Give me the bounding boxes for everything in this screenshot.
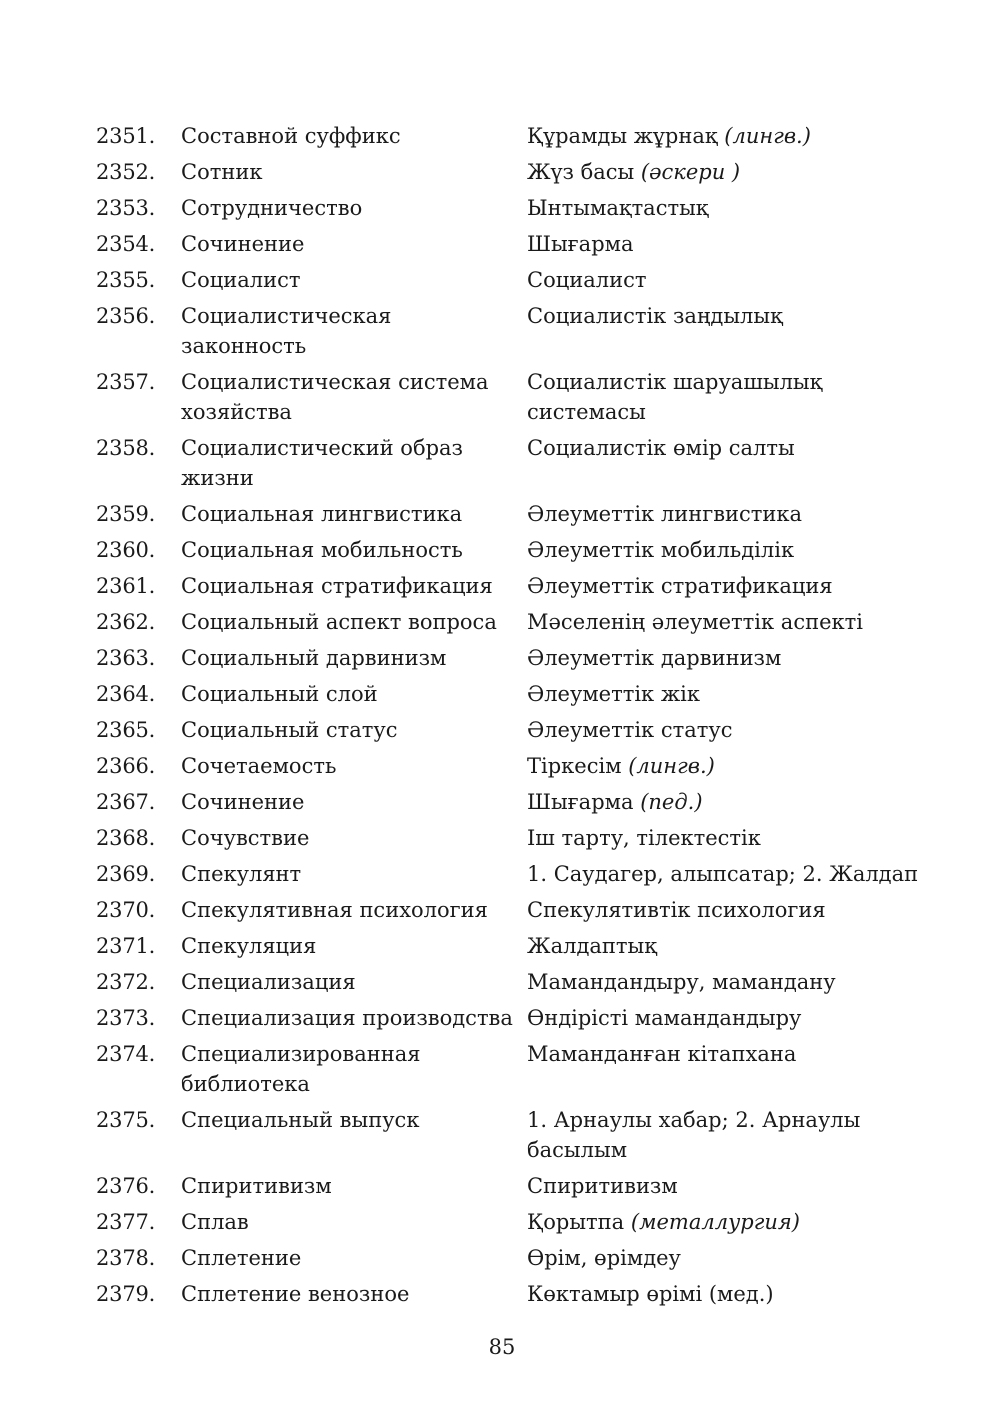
kazakh-translation: [527, 1243, 926, 1273]
kazakh-term: 1. Саудагер, алыпсатар; 2. Жалдап: [527, 862, 919, 886]
kazakh-translation: [527, 751, 926, 781]
entry-number: 2375.: [96, 1108, 156, 1132]
glossary-entry: [96, 229, 926, 259]
kazakh-term: Социалистік өмір салты: [527, 436, 795, 460]
russian-term: Социалистическая система хозяйства: [181, 370, 489, 424]
kazakh-translation: [527, 571, 926, 601]
glossary-entry: [96, 121, 926, 151]
russian-term: Спекуляция: [181, 934, 317, 958]
russian-term: Социальный слой: [181, 682, 378, 706]
entry-number: 2361.: [96, 574, 156, 598]
russian-term: Спекулятивная психология: [181, 898, 488, 922]
russian-term: Сочинение: [181, 232, 305, 256]
glossary-entry: [96, 679, 926, 709]
russian-term: Составной суффикс: [181, 124, 401, 148]
russian-term: Социальный статус: [181, 718, 398, 742]
entry-number: 2377.: [96, 1210, 156, 1234]
entry-number: 2362.: [96, 610, 156, 634]
entry-number: 2369.: [96, 862, 156, 886]
russian-term: Социалистическая законность: [181, 304, 392, 358]
kazakh-term: Жалдаптық: [527, 934, 657, 958]
kazakh-term: Өрім, өрімдеу: [527, 1246, 681, 1270]
glossary-entry: [96, 931, 926, 961]
kazakh-term: Спекулятивтік психология: [527, 898, 826, 922]
entry-number: 2376.: [96, 1174, 156, 1198]
entry-number: 2354.: [96, 232, 156, 256]
russian-term: Сплетение: [181, 1246, 302, 1270]
glossary-entry: [96, 1039, 926, 1099]
russian-term: Специализация производства: [181, 1006, 513, 1030]
glossary-entry: [96, 1105, 926, 1165]
kazakh-translation: [527, 679, 926, 709]
glossary-entry: [96, 1003, 926, 1033]
kazakh-term: Мамандандыру, мамандану: [527, 970, 836, 994]
kazakh-translation: [527, 1039, 926, 1069]
russian-term: Социалист: [181, 268, 301, 292]
glossary-entry: [96, 433, 926, 493]
entry-number: 2356.: [96, 304, 156, 328]
glossary-entry: [96, 967, 926, 997]
entry-number: 2360.: [96, 538, 156, 562]
glossary-entry: [96, 265, 926, 295]
russian-term: Социальный аспект вопроса: [181, 610, 497, 634]
domain-note: (лингв.): [724, 124, 811, 148]
russian-term: Сотрудничество: [181, 196, 363, 220]
russian-term: Спиритивизм: [181, 1174, 332, 1198]
glossary-entry: [96, 1279, 926, 1309]
kazakh-term: Әлеуметтік статус: [527, 718, 733, 742]
glossary-entry: [96, 301, 926, 361]
entry-number: 2370.: [96, 898, 156, 922]
entry-number: 2364.: [96, 682, 156, 706]
entry-number: 2351.: [96, 124, 156, 148]
kazakh-translation: [527, 859, 926, 889]
entry-number: 2358.: [96, 436, 156, 460]
glossary-entry: [96, 607, 926, 637]
kazakh-term: Спиритивизм: [527, 1174, 678, 1198]
kazakh-translation: [527, 895, 926, 925]
kazakh-translation: [527, 787, 926, 817]
glossary-entry: [96, 1243, 926, 1273]
kazakh-term: Шығарма: [527, 790, 634, 814]
kazakh-term: Шығарма: [527, 232, 634, 256]
russian-term: Социальный дарвинизм: [181, 646, 447, 670]
kazakh-term: Ынтымақтастық: [527, 196, 709, 220]
kazakh-term: Социалист: [527, 268, 647, 292]
entry-number: 2378.: [96, 1246, 156, 1270]
kazakh-translation: [527, 1003, 926, 1033]
russian-term: Сплав: [181, 1210, 249, 1234]
glossary-entry: [96, 157, 926, 187]
kazakh-term: Әлеуметтік мобильділік: [527, 538, 795, 562]
glossary-entry: [96, 367, 926, 427]
kazakh-term: Жүз басы: [527, 160, 635, 184]
glossary-entry: [96, 193, 926, 223]
entry-number: 2352.: [96, 160, 156, 184]
kazakh-term: Іш тарту, тілектестік: [527, 826, 761, 850]
glossary-entry: [96, 1207, 926, 1237]
glossary-entry: [96, 823, 926, 853]
entry-number: 2372.: [96, 970, 156, 994]
kazakh-translation: [527, 301, 926, 331]
kazakh-translation: [527, 643, 926, 673]
glossary-entry: [96, 715, 926, 745]
kazakh-translation: [527, 1207, 926, 1237]
glossary-entry: [96, 535, 926, 565]
domain-note: (пед.): [640, 790, 703, 814]
kazakh-translation: [527, 121, 926, 151]
entry-number: 2373.: [96, 1006, 156, 1030]
kazakh-translation: [527, 1171, 926, 1201]
entry-number: 2368.: [96, 826, 156, 850]
entry-number: 2363.: [96, 646, 156, 670]
kazakh-translation: [527, 607, 926, 637]
kazakh-term: Мәселенің әлеуметтік аспекті: [527, 610, 863, 634]
kazakh-translation: [527, 193, 926, 223]
kazakh-term: Әлеуметтік дарвинизм: [527, 646, 782, 670]
entry-number: 2366.: [96, 754, 156, 778]
kazakh-term: Маманданған кітапхана: [527, 1042, 797, 1066]
kazakh-translation: [527, 157, 926, 187]
kazakh-translation: [527, 535, 926, 565]
kazakh-term: Құрамды жұрнақ: [527, 124, 718, 148]
kazakh-translation: [527, 823, 926, 853]
kazakh-term: Әлеуметтік жік: [527, 682, 701, 706]
russian-term: Специализация: [181, 970, 356, 994]
entry-number: 2357.: [96, 370, 156, 394]
entry-number: 2379.: [96, 1282, 156, 1306]
glossary-entry: [96, 751, 926, 781]
russian-term: Сочувствие: [181, 826, 310, 850]
russian-term: Специальный выпуск: [181, 1108, 420, 1132]
entry-number: 2353.: [96, 196, 156, 220]
kazakh-translation: [527, 1105, 926, 1165]
kazakh-translation: [527, 433, 926, 463]
glossary-list: [96, 121, 926, 1315]
kazakh-translation: [527, 1279, 926, 1309]
kazakh-term: Социалистік заңдылық: [527, 304, 783, 328]
kazakh-term: Өндірісті мамандандыру: [527, 1006, 802, 1030]
domain-note: (әскери ): [640, 160, 741, 184]
russian-term: Социалистический образ жизни: [181, 436, 464, 490]
kazakh-term: Әлеуметтік стратификация: [527, 574, 833, 598]
kazakh-translation: [527, 499, 926, 529]
russian-term: Социальная мобильность: [181, 538, 463, 562]
glossary-entry: [96, 499, 926, 529]
glossary-entry: [96, 571, 926, 601]
entry-number: 2365.: [96, 718, 156, 742]
kazakh-translation: [527, 367, 926, 427]
glossary-entry: [96, 859, 926, 889]
russian-term: Сплетение венозное: [181, 1282, 410, 1306]
kazakh-term: Социалистік шаруашылық системасы: [527, 370, 823, 424]
domain-note: (металлургия): [630, 1210, 800, 1234]
kazakh-term: 1. Арнаулы хабар; 2. Арнаулы басылым: [527, 1108, 861, 1162]
kazakh-term: Көктамыр өрімі (мед.): [527, 1282, 774, 1306]
entry-number: 2371.: [96, 934, 156, 958]
glossary-entry: [96, 895, 926, 925]
russian-term: Сочетаемость: [181, 754, 337, 778]
entry-number: 2374.: [96, 1042, 156, 1066]
russian-term: Спекулянт: [181, 862, 302, 886]
entry-number: 2359.: [96, 502, 156, 526]
kazakh-translation: [527, 967, 926, 997]
page-number: 85: [488, 1335, 516, 1359]
entry-number: 2367.: [96, 790, 156, 814]
kazakh-translation: [527, 715, 926, 745]
glossary-entry: [96, 1171, 926, 1201]
entry-number: 2355.: [96, 268, 156, 292]
glossary-entry: [96, 643, 926, 673]
kazakh-term: Тіркесім: [527, 754, 622, 778]
russian-term: Специализированная библиотека: [181, 1042, 421, 1096]
kazakh-translation: [527, 229, 926, 259]
russian-term: Сочинение: [181, 790, 305, 814]
russian-term: Социальная лингвистика: [181, 502, 463, 526]
russian-term: Социальная стратификация: [181, 574, 493, 598]
glossary-entry: [96, 787, 926, 817]
kazakh-term: Әлеуметтік лингвистика: [527, 502, 803, 526]
domain-note: (лингв.): [628, 754, 715, 778]
russian-term: Сотник: [181, 160, 263, 184]
kazakh-translation: [527, 265, 926, 295]
kazakh-term: Қорытпа: [527, 1210, 625, 1234]
kazakh-translation: [527, 931, 926, 961]
